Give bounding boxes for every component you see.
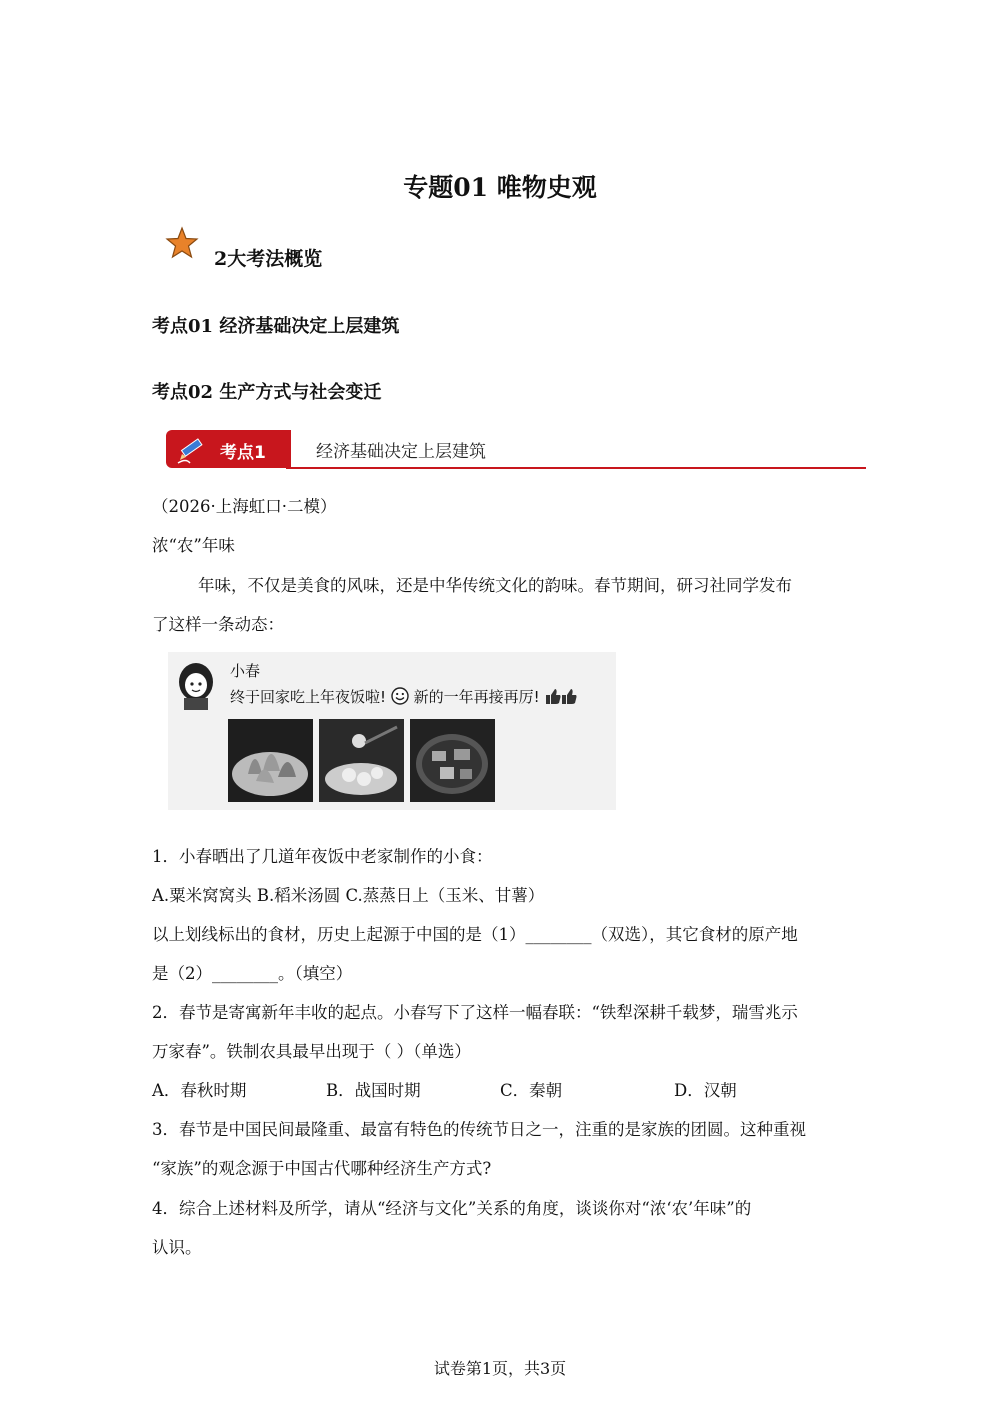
post-message-tail: 新的一年再接再厉! xyxy=(413,688,540,706)
post-author: 小春 xyxy=(230,662,261,680)
post-message xyxy=(230,686,578,707)
food-photo-2 xyxy=(319,719,404,802)
banner-tag xyxy=(166,430,291,468)
q4-line-1: 4．综合上述材料及所学，请从“经济与文化”关系的角度，谈谈你对“浓‘农’年味”的 xyxy=(152,1199,752,1218)
source-line: （2026·上海虹口·二模） xyxy=(152,497,337,516)
q3-line-2: “家族”的观念源于中国古代哪种经济生产方式? xyxy=(152,1159,492,1178)
food-photo-1 xyxy=(228,719,313,802)
point-heading-1: 考点01 经济基础决定上层建筑 xyxy=(152,316,400,337)
social-post xyxy=(168,652,616,810)
banner-divider xyxy=(286,467,866,469)
q1-line-3: 以上划线标出的食材，历史上起源于中国的是（1）________（双选），其它食材的原产地 xyxy=(152,925,798,944)
q2-option-a: A．春秋时期 xyxy=(152,1081,247,1100)
q2-option-c: C．秦朝 xyxy=(500,1081,563,1100)
post-message-text: 终于回家吃上年夜饭啦! xyxy=(230,688,387,706)
avatar xyxy=(174,660,218,710)
page-title: 专题01 唯物史观 xyxy=(403,173,597,202)
q1-line-1: 1．小春晒出了几道年夜饭中老家制作的小食： xyxy=(152,847,493,866)
food-photo-3 xyxy=(410,719,495,802)
q4-line-2: 认识。 xyxy=(152,1238,202,1257)
intro-line-1: 年味，不仅是美食的风味，还是中华传统文化的韵味。春节期间，研习社同学发布 xyxy=(198,576,792,595)
q3-line-1: 3．春节是中国民间最隆重、最富有特色的传统节日之一，注重的是家族的团圆。这种重视 xyxy=(152,1120,806,1139)
q2-option-b: B．战国时期 xyxy=(326,1081,421,1100)
page-footer: 试卷第1页，共3页 xyxy=(433,1359,567,1378)
section-banner xyxy=(166,428,866,472)
thumbs-up-icon xyxy=(544,687,578,705)
overview-heading: 2大考法概览 xyxy=(214,248,323,270)
intro-line-2: 了这样一条动态： xyxy=(152,615,284,634)
material-subtitle: 浓“农”年味 xyxy=(152,536,235,555)
smiley-icon xyxy=(391,687,409,705)
q2-options xyxy=(152,1071,852,1110)
banner-tag-label: 考点1 xyxy=(220,443,266,463)
pencil-icon xyxy=(176,434,210,466)
q2-line-2: 万家春”。铁制农具最早出现于（ ）（单选） xyxy=(152,1042,471,1061)
q2-option-d: D．汉朝 xyxy=(674,1081,737,1100)
star-icon xyxy=(165,226,199,260)
q2-line-1: 2．春节是寄寓新年丰收的起点。小春写下了这样一幅春联：“铁犁深耕千载梦，瑞雪兆示 xyxy=(152,1003,798,1022)
point-heading-2: 考点02 生产方式与社会变迁 xyxy=(152,382,382,403)
q1-line-2: A.粟米窝窝头 B.稻米汤圆 C.蒸蒸日上（玉米、甘薯） xyxy=(152,886,545,905)
q1-line-4: 是（2）________。（填空） xyxy=(152,964,353,983)
banner-title: 经济基础决定上层建筑 xyxy=(316,442,486,462)
